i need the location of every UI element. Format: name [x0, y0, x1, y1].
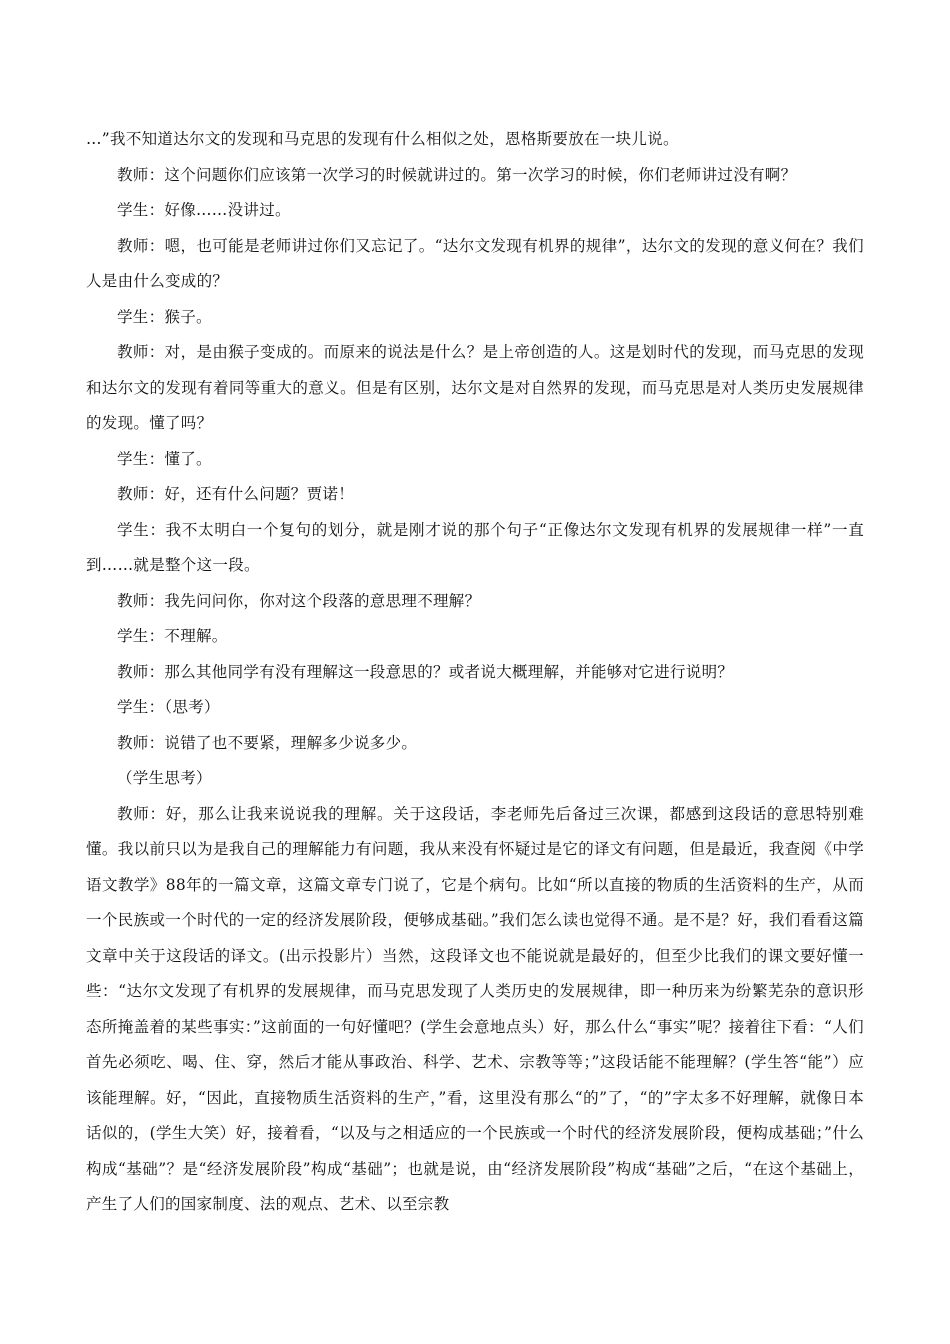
paragraph: 教师：这个问题你们应该第一次学习的时候就讲过的。第一次学习的时候，你们老师讲过没有啊？: [117, 165, 797, 184]
paragraph: 学生：好像……没讲过。: [117, 201, 291, 219]
paragraph: …”我不知道达尔文的发现和马克思的发现有什么相似之处，恩格斯要放在一块儿说。: [86, 130, 679, 148]
paragraph: 教师：那么其他同学有没有理解这一段意思的？或者说大概理解，并能够对它进行说明？: [117, 662, 734, 681]
paragraph: 教师：嗯，也可能是老师讲过你们又忘记了。“达尔文发现有机界的规律”，达尔文的发现的意义何在？我们人是由什么变成的？: [86, 236, 864, 290]
paragraph: 学生：我不太明白一个复句的划分，就是刚才说的那个句子“正像达尔文发现有机界的发展规律一样”一直到……就是整个这一段。: [86, 520, 864, 574]
document-body: [86, 122, 864, 1223]
paragraph: 学生：猴子。: [117, 307, 212, 326]
paragraph: 教师：好，还有什么问题？贾诺！: [117, 485, 355, 503]
paragraph: 学生：不理解。: [117, 627, 228, 645]
paragraph: 教师：说错了也不要紧，理解多少说多少。: [117, 733, 418, 752]
paragraph: 教师：对，是由猴子变成的。而原来的说法是什么？是上帝创造的人。这是划时代的发现，而马克思的发现和达尔文的发现有着同等重大的意义。但是有区别，达尔文是对自然界的发现，而马克思是对人类历史发展规律的发现。懂了吗？: [86, 343, 864, 432]
paragraph: （学生思考）: [117, 769, 212, 787]
paragraph: 教师：好，那么让我来说说我的理解。关于这段话，李老师先后备过三次课，都感到这段话的意思特别难懂。我以前只以为是我自己的理解能力有问题，我从来没有怀疑过是它的译文有问题，但是最近，我查阅《中学语文教学》88年的一篇文章，这篇文章专门说了，它是个病句。比如“所以直接的物质的生活资料的生产，从而一个民族或一个时代的一定的经济发展阶段，便够成基础。”我们怎么读也觉得不通。是不是？好，我们看看这篇文章中关于这段话的译文。(出示投影片）当然，这段译文也不能说就是最好的，但至少比我们的课文要好懂一些：“达尔文发现了有机界的发展规律，而马克思发现了人类历史的发展规律，即一种历来为纷繁芜杂的意识形态所掩盖着的某些事实：”这前面的一句好懂吧？(学生会意地点头）好，那么什么“事实”呢？接着往下看：“人们首先必须吃、喝、住、穿，然后才能从事政治、科学、艺术、宗教等等；”这段话能不能理解？(学生答“能”）应该能理解。好，“因此，直接物质生活资料的生产，”看，这里没有那么“的”了，“的”字太多不好理解，就像日本话似的，(学生大笑）好，接着看，“以及与之相适应的一个民族或一个时代的经济发展阶段，便构成基础；”什么构成“基础”？是“经济发展阶段”构成“基础”；也就是说，由“经济发展阶段”构成“基础”之后，“在这个基础上，产生了人们的国家制度、法的观点、艺术、以至宗教: [86, 804, 864, 1213]
paragraph: 教师：我先问问你，你对这个段落的意思理不理解？: [117, 591, 481, 610]
paragraph: 学生：（思考）: [117, 698, 220, 716]
paragraph: 学生：懂了。: [117, 449, 212, 468]
